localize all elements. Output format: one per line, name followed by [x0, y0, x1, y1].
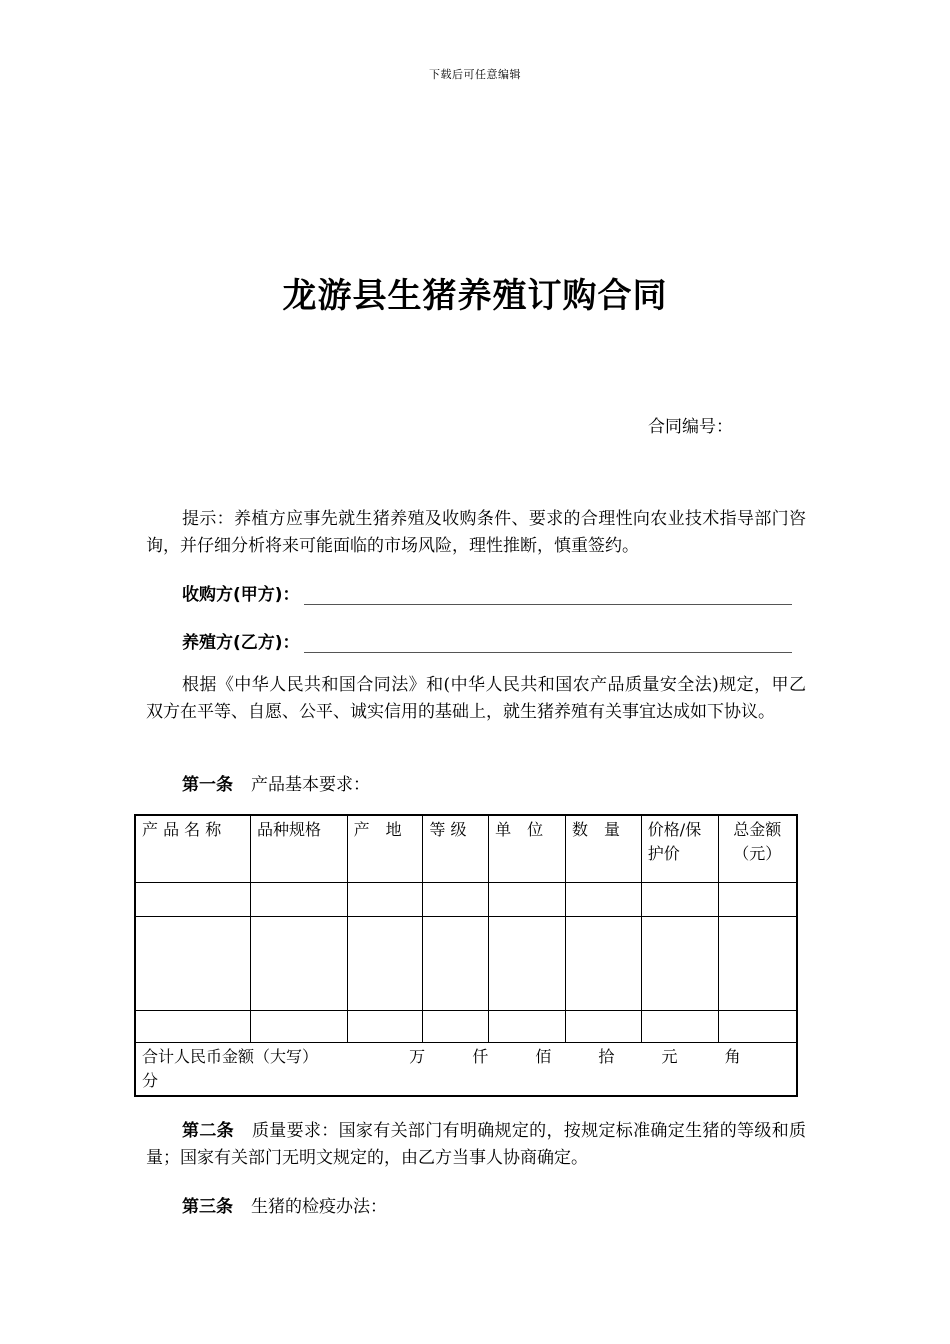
unit-jiao: 角	[724, 1047, 741, 1066]
preamble-paragraph: 根据《中华人民共和国合同法》和(中华人民共和国农产品质量安全法)规定，甲乙双方在平等、自愿、公平、诚实信用的基础上，就生猪养殖有关事宜达成如下协议。	[146, 675, 806, 722]
breeder-label: 养殖方(乙方)：	[182, 633, 300, 653]
article-1-number: 第一条	[182, 775, 233, 795]
document-title: 龙游县生猪养殖订购合同	[282, 276, 668, 316]
contract-number-label: 合同编号：	[648, 417, 733, 437]
table-header-row	[135, 815, 797, 883]
table-cell[interactable]	[423, 883, 489, 917]
unit-qian: 仟	[472, 1047, 489, 1066]
unit-yuan: 元	[661, 1047, 678, 1066]
header-product-name: 产 品 名 称	[135, 815, 250, 883]
breeder-party-row	[182, 628, 792, 653]
header-total: 总金额（元）	[718, 815, 797, 883]
article-3	[182, 1192, 387, 1217]
table-cell[interactable]	[250, 1011, 347, 1043]
breeder-input-line[interactable]	[304, 634, 792, 653]
table-cell[interactable]	[250, 883, 347, 917]
table-cell[interactable]	[718, 883, 797, 917]
table-cell[interactable]	[489, 1011, 566, 1043]
table-cell[interactable]	[718, 1011, 797, 1043]
table-cell[interactable]	[489, 917, 566, 1011]
table-cell[interactable]	[423, 1011, 489, 1043]
table-row	[135, 1011, 797, 1043]
article-2-text: 质量要求：国家有关部门有明确规定的，按规定标准确定生猪的等级和质量；国家有关部门无明文规定的，由乙方当事人协商确定。	[146, 1121, 807, 1168]
buyer-party-row	[182, 580, 792, 605]
table-cell[interactable]	[347, 1011, 423, 1043]
total-amount-label: 合计人民币金额（大写）	[142, 1047, 319, 1066]
unit-fen: 分	[142, 1071, 159, 1090]
unit-wan: 万	[409, 1047, 426, 1066]
table-cell[interactable]	[250, 917, 347, 1011]
header-variety-spec: 品种规格	[250, 815, 347, 883]
article-3-text: 生猪的检疫办法：	[251, 1197, 387, 1217]
header-note: 下载后可任意编辑	[429, 68, 521, 81]
table-cell[interactable]	[135, 1011, 250, 1043]
buyer-input-line[interactable]	[304, 586, 792, 605]
product-table	[134, 814, 798, 1097]
total-amount-row	[135, 1043, 797, 1097]
table-cell[interactable]	[641, 1011, 718, 1043]
table-cell[interactable]	[718, 917, 797, 1011]
table-cell[interactable]	[641, 883, 718, 917]
unit-bai: 佰	[535, 1047, 552, 1066]
total-amount-cell	[135, 1043, 797, 1097]
article-1	[182, 770, 370, 795]
table-row	[135, 883, 797, 917]
header-unit: 单 位	[489, 815, 566, 883]
article-2-number: 第二条	[182, 1121, 234, 1141]
table-cell[interactable]	[489, 883, 566, 917]
amount-units	[409, 1047, 782, 1066]
table-cell[interactable]	[565, 1011, 641, 1043]
table-cell[interactable]	[641, 917, 718, 1011]
table-cell[interactable]	[347, 883, 423, 917]
header-quantity: 数 量	[565, 815, 641, 883]
article-1-text: 产品基本要求：	[251, 775, 370, 795]
header-origin: 产 地	[347, 815, 423, 883]
table-cell[interactable]	[423, 917, 489, 1011]
table-cell[interactable]	[135, 883, 250, 917]
article-3-number: 第三条	[182, 1197, 233, 1217]
table-cell[interactable]	[565, 917, 641, 1011]
table-cell[interactable]	[135, 917, 250, 1011]
article-2	[146, 1118, 806, 1172]
table-row	[135, 917, 797, 1011]
tip-paragraph: 提示：养植方应事先就生猪养殖及收购条件、要求的合理性向农业技术指导部门咨询，并仔细分析将来可能面临的市场风险，理性推断，慎重签约。	[146, 509, 806, 556]
header-grade: 等 级	[423, 815, 489, 883]
unit-shi: 拾	[598, 1047, 615, 1066]
table-cell[interactable]	[347, 917, 423, 1011]
buyer-label: 收购方(甲方)：	[182, 585, 300, 605]
header-price: 价格/保护价	[641, 815, 718, 883]
table-cell[interactable]	[565, 883, 641, 917]
